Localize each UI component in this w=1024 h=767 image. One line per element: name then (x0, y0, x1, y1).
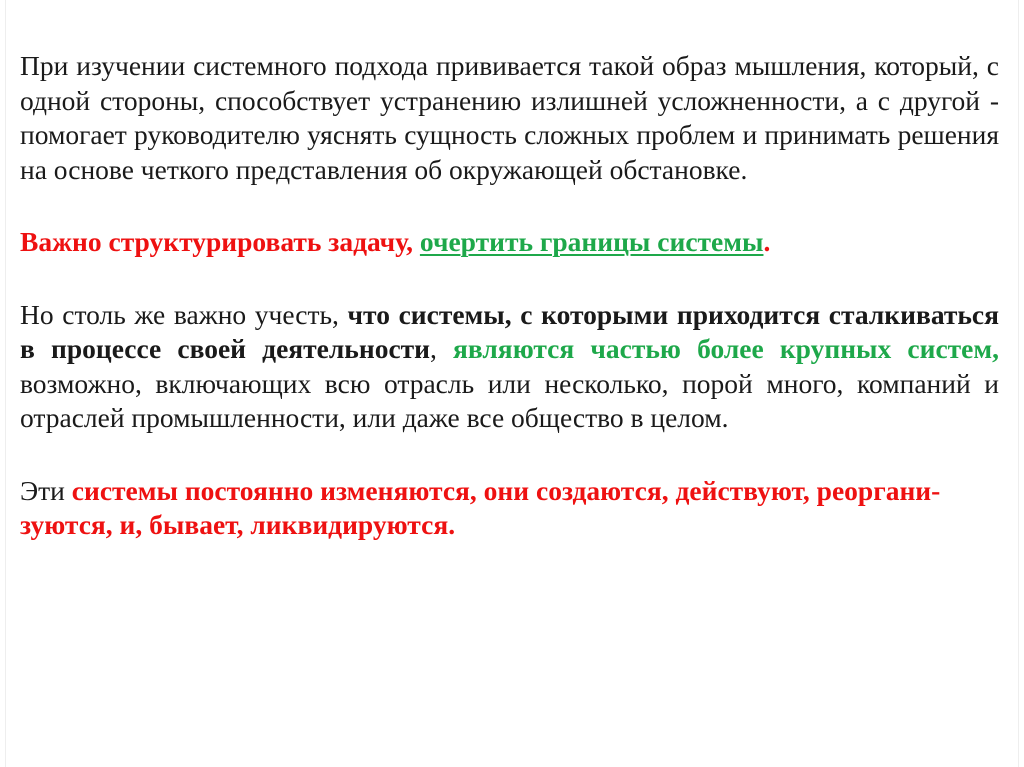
spacer (20, 187, 999, 225)
paragraph-systems-approach-text: При изучении системного подхода прививается такой образ мышления, который, с одной стороны, способствует устранению излишней усложненности, а с другой - помогает руководителю уяснять сущность сложных проблем и принимать решения на основе четкого представления об окружающей обстановке. (20, 50, 999, 185)
paragraph-systems-approach (20, 49, 999, 187)
larger-systems-green-phrase: являются частью более крупных систем, (453, 333, 999, 364)
paragraph-structure-task (20, 225, 999, 260)
larger-systems-comma: , (430, 333, 454, 364)
structure-task-phrase: Важно структурировать задачу, (20, 226, 420, 257)
systems-change-intro: Эти (20, 474, 72, 506)
slide-content (20, 49, 999, 543)
paragraph-systems-change (20, 474, 999, 543)
structure-task-period: . (763, 226, 771, 257)
systems-change-phrase-line2: зуются, и, бывает, ликвидируются. (20, 509, 456, 540)
slide (6, 0, 1018, 767)
system-boundaries-phrase: очертить границы системы (419, 226, 764, 257)
paragraph-larger-systems (20, 298, 999, 436)
systems-change-phrase-line1: системы постоянно изменяются, они создаются, действуют, реоргани- (71, 474, 941, 506)
spacer (20, 260, 999, 298)
larger-systems-bold-phrase: что системы, с которыми приходится сталкиваться в процессе своей деятельности (20, 298, 999, 364)
larger-systems-rest: возможно, включающих всю отрасль или несколько, порой много, компаний и отраслей промышленности, или даже все общество в целом. (20, 367, 999, 433)
larger-systems-intro: Но столь же важно учесть, (20, 298, 348, 330)
spacer (20, 436, 999, 474)
